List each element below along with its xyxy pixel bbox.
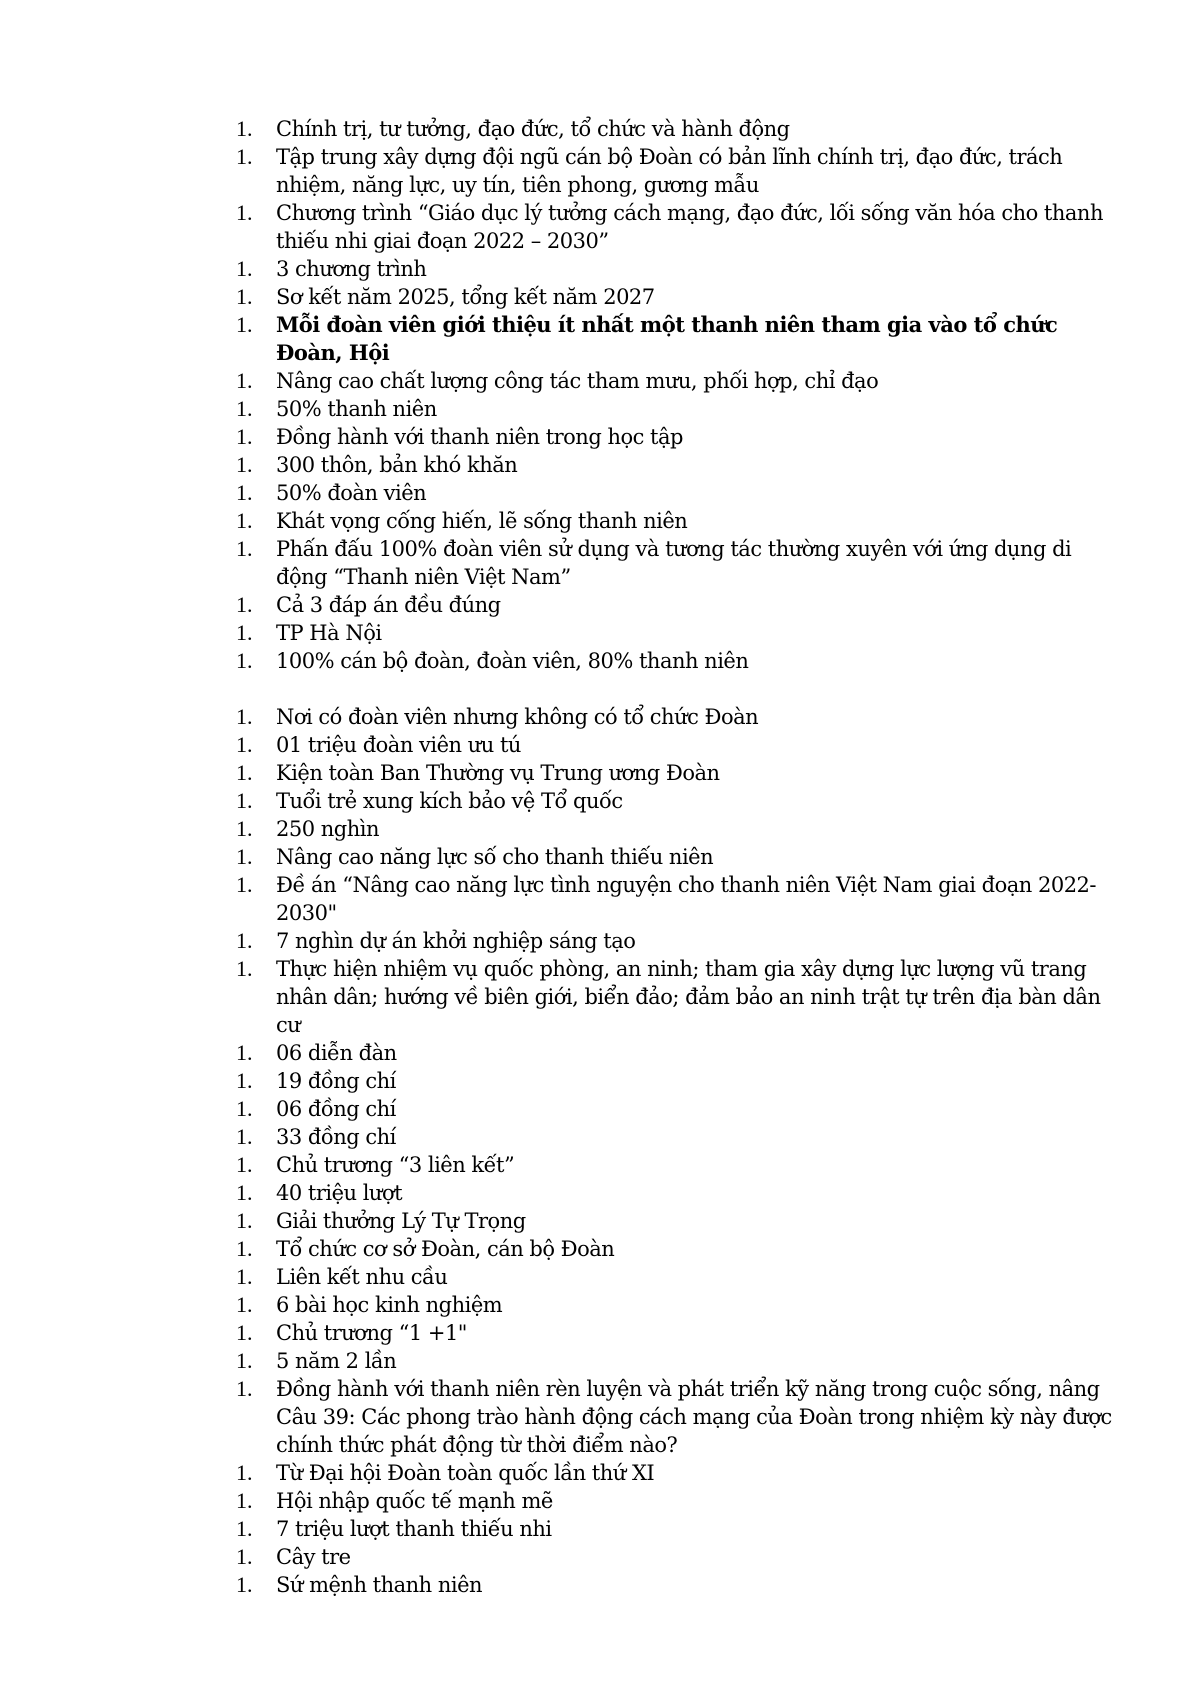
list-item	[236, 1375, 1116, 1459]
list-item	[236, 1347, 1116, 1375]
list-item-number: 1.	[236, 256, 253, 281]
list-item	[236, 199, 1116, 255]
list-item-number: 1.	[236, 1040, 253, 1065]
list-item-number: 1.	[236, 1516, 253, 1541]
list-item-number: 1.	[236, 732, 253, 757]
list-item-text: Chủ trương “1 +1"	[276, 1321, 467, 1345]
list-item-number: 1.	[236, 396, 253, 421]
list-item	[236, 1039, 1116, 1067]
list-item	[236, 395, 1116, 423]
list-item-number: 1.	[236, 760, 253, 785]
list-item-number: 1.	[236, 1096, 253, 1121]
list-item-text: 250 nghìn	[276, 817, 379, 841]
list-item-text: Đồng hành với thanh niên trong học tập	[276, 425, 683, 449]
list-item	[236, 619, 1116, 647]
list-item-number: 1.	[236, 928, 253, 953]
list-item	[236, 815, 1116, 843]
list-item	[236, 1543, 1116, 1571]
list-item-text: Đề án “Nâng cao năng lực tình nguyện cho thanh niên Việt Nam giai đoạn 2022-2030"	[276, 873, 1097, 925]
list-item-text: Thực hiện nhiệm vụ quốc phòng, an ninh; tham gia xây dựng lực lượng vũ trang nhân dân; hướng về biên giới, biển đảo; đảm bảo an ninh trật tự trên địa bàn dân cư	[276, 957, 1101, 1037]
list-item	[236, 843, 1116, 871]
list-item-number: 1.	[236, 704, 253, 729]
list-item	[236, 1207, 1116, 1235]
list-item-text: 6 bài học kinh nghiệm	[276, 1293, 503, 1317]
list-item	[236, 1263, 1116, 1291]
list-item-text: Từ Đại hội Đoàn toàn quốc lần thứ XI	[276, 1461, 655, 1485]
list-item-text: Giải thưởng Lý Tự Trọng	[276, 1209, 526, 1233]
list-item-number: 1.	[236, 536, 253, 561]
list-item	[236, 591, 1116, 619]
list-item-number: 1.	[236, 1152, 253, 1177]
list-item-text: 5 năm 2 lần	[276, 1349, 397, 1373]
list-item-number: 1.	[236, 1264, 253, 1289]
list-item	[236, 647, 1116, 675]
list-item-number: 1.	[236, 1544, 253, 1569]
list-item-text: 300 thôn, bản khó khăn	[276, 453, 518, 477]
list-item	[236, 759, 1116, 787]
list-item-text: TP Hà Nội	[276, 621, 382, 645]
list-item-number: 1.	[236, 452, 253, 477]
list-item	[236, 423, 1116, 451]
list-item-number: 1.	[236, 508, 253, 533]
list-item-number: 1.	[236, 592, 253, 617]
list-item	[236, 1291, 1116, 1319]
list-item-text: Sơ kết năm 2025, tổng kết năm 2027	[276, 285, 655, 309]
list-item	[236, 507, 1116, 535]
list-item-text: 33 đồng chí	[276, 1125, 396, 1149]
list-item-number: 1.	[236, 1488, 253, 1513]
list-item	[236, 143, 1116, 199]
list-item-text: 06 đồng chí	[276, 1097, 396, 1121]
list-item-number: 1.	[236, 844, 253, 869]
list-item-text: Hội nhập quốc tế mạnh mẽ	[276, 1489, 553, 1513]
list-item-number: 1.	[236, 1236, 253, 1261]
list-item-text: Kiện toàn Ban Thường vụ Trung ương Đoàn	[276, 761, 720, 785]
list-item-number: 1.	[236, 872, 253, 897]
list-item-text: Sứ mệnh thanh niên	[276, 1573, 483, 1597]
list-item	[236, 927, 1116, 955]
list-item	[236, 1459, 1116, 1487]
list-item-text: Tập trung xây dựng đội ngũ cán bộ Đoàn có bản lĩnh chính trị, đạo đức, trách nhiệm, năng lực, uy tín, tiên phong, gương mẫu	[276, 145, 1063, 197]
list-item-number: 1.	[236, 648, 253, 673]
list-item	[236, 451, 1116, 479]
list-item-text: Nơi có đoàn viên nhưng không có tổ chức Đoàn	[276, 705, 759, 729]
list-item-number: 1.	[236, 956, 253, 981]
list-item-number: 1.	[236, 1348, 253, 1373]
list-item-text: 3 chương trình	[276, 257, 427, 281]
list-item-number: 1.	[236, 144, 253, 169]
list-item	[236, 1319, 1116, 1347]
list-item	[236, 1179, 1116, 1207]
list-item	[236, 535, 1116, 591]
list-item	[236, 1151, 1116, 1179]
list-item	[236, 1487, 1116, 1515]
list-item	[236, 955, 1116, 1039]
list-item	[236, 255, 1116, 283]
list-item-text: Cả 3 đáp án đều đúng	[276, 593, 501, 617]
list-item-text: Phấn đấu 100% đoàn viên sử dụng và tương tác thường xuyên với ứng dụng di động “Thanh niên Việt Nam”	[276, 537, 1072, 589]
list-item-text: Chương trình “Giáo dục lý tưởng cách mạng, đạo đức, lối sống văn hóa cho thanh thiếu nhi giai đoạn 2022 – 2030”	[276, 201, 1103, 253]
list-item	[236, 703, 1116, 731]
list-item	[236, 367, 1116, 395]
list-item-number: 1.	[236, 1180, 253, 1205]
list-item	[236, 731, 1116, 759]
list-item	[236, 283, 1116, 311]
list-item-number: 1.	[236, 116, 253, 141]
list-item-number: 1.	[236, 1376, 253, 1401]
list-item-text: 100% cán bộ đoàn, đoàn viên, 80% thanh niên	[276, 649, 749, 673]
list-item-number: 1.	[236, 1572, 253, 1597]
list-item-text: Khát vọng cống hiến, lẽ sống thanh niên	[276, 509, 688, 533]
list-item-number: 1.	[236, 1460, 253, 1485]
list-item	[236, 115, 1116, 143]
list-item-number: 1.	[236, 1068, 253, 1093]
list-item-text: Tuổi trẻ xung kích bảo vệ Tổ quốc	[276, 789, 623, 813]
list-item-number: 1.	[236, 284, 253, 309]
list-item-number: 1.	[236, 1320, 253, 1345]
list-item-number: 1.	[236, 480, 253, 505]
list-item	[236, 871, 1116, 927]
list-item	[236, 479, 1116, 507]
list-item-text: Nâng cao năng lực số cho thanh thiếu niên	[276, 845, 714, 869]
list-item-number: 1.	[236, 620, 253, 645]
list-item-text: 01 triệu đoàn viên ưu tú	[276, 733, 521, 757]
list-item-text: 40 triệu lượt	[276, 1181, 403, 1205]
list-item-number: 1.	[236, 1208, 253, 1233]
list-spacer	[236, 675, 1116, 703]
list-item-number: 1.	[236, 200, 253, 225]
list-item-number: 1.	[236, 788, 253, 813]
answer-list-part-1	[236, 115, 1116, 675]
list-item-text: 7 nghìn dự án khởi nghiệp sáng tạo	[276, 929, 636, 953]
list-item-text: Nâng cao chất lượng công tác tham mưu, phối hợp, chỉ đạo	[276, 369, 879, 393]
list-item-text: 06 diễn đàn	[276, 1041, 397, 1065]
list-item	[236, 1571, 1116, 1599]
list-item	[236, 311, 1116, 367]
list-item-number: 1.	[236, 312, 253, 337]
list-item	[236, 1515, 1116, 1543]
list-item-text: Liên kết nhu cầu	[276, 1265, 448, 1289]
list-item	[236, 1123, 1116, 1151]
list-item-number: 1.	[236, 368, 253, 393]
list-item-text: Tổ chức cơ sở Đoàn, cán bộ Đoàn	[276, 1237, 615, 1261]
list-item-text: Đồng hành với thanh niên rèn luyện và phát triển kỹ năng trong cuộc sống, nâng Câu 39: Các phong trào hành động cách mạng của Đoàn trong nhiệm kỳ này được chính thức phát động từ thời điểm nào?	[276, 1377, 1112, 1457]
list-item-number: 1.	[236, 1124, 253, 1149]
list-item-text: 19 đồng chí	[276, 1069, 396, 1093]
list-item-text: 7 triệu lượt thanh thiếu nhi	[276, 1517, 552, 1541]
list-item-text: Chủ trương “3 liên kết”	[276, 1153, 515, 1177]
list-item	[236, 1067, 1116, 1095]
answer-list-part-2	[236, 703, 1116, 1599]
list-item-number: 1.	[236, 424, 253, 449]
list-item-number: 1.	[236, 816, 253, 841]
list-item	[236, 1095, 1116, 1123]
list-item	[236, 787, 1116, 815]
list-item-text: Chính trị, tư tưởng, đạo đức, tổ chức và hành động	[276, 117, 790, 141]
list-item-text: Cây tre	[276, 1545, 351, 1569]
list-item	[236, 1235, 1116, 1263]
list-item-number: 1.	[236, 1292, 253, 1317]
list-item-text: 50% thanh niên	[276, 397, 437, 421]
list-item-text: 50% đoàn viên	[276, 481, 427, 505]
list-item-text: Mỗi đoàn viên giới thiệu ít nhất một thanh niên tham gia vào tổ chức Đoàn, Hội	[276, 312, 1058, 365]
answer-list	[236, 115, 1116, 1599]
